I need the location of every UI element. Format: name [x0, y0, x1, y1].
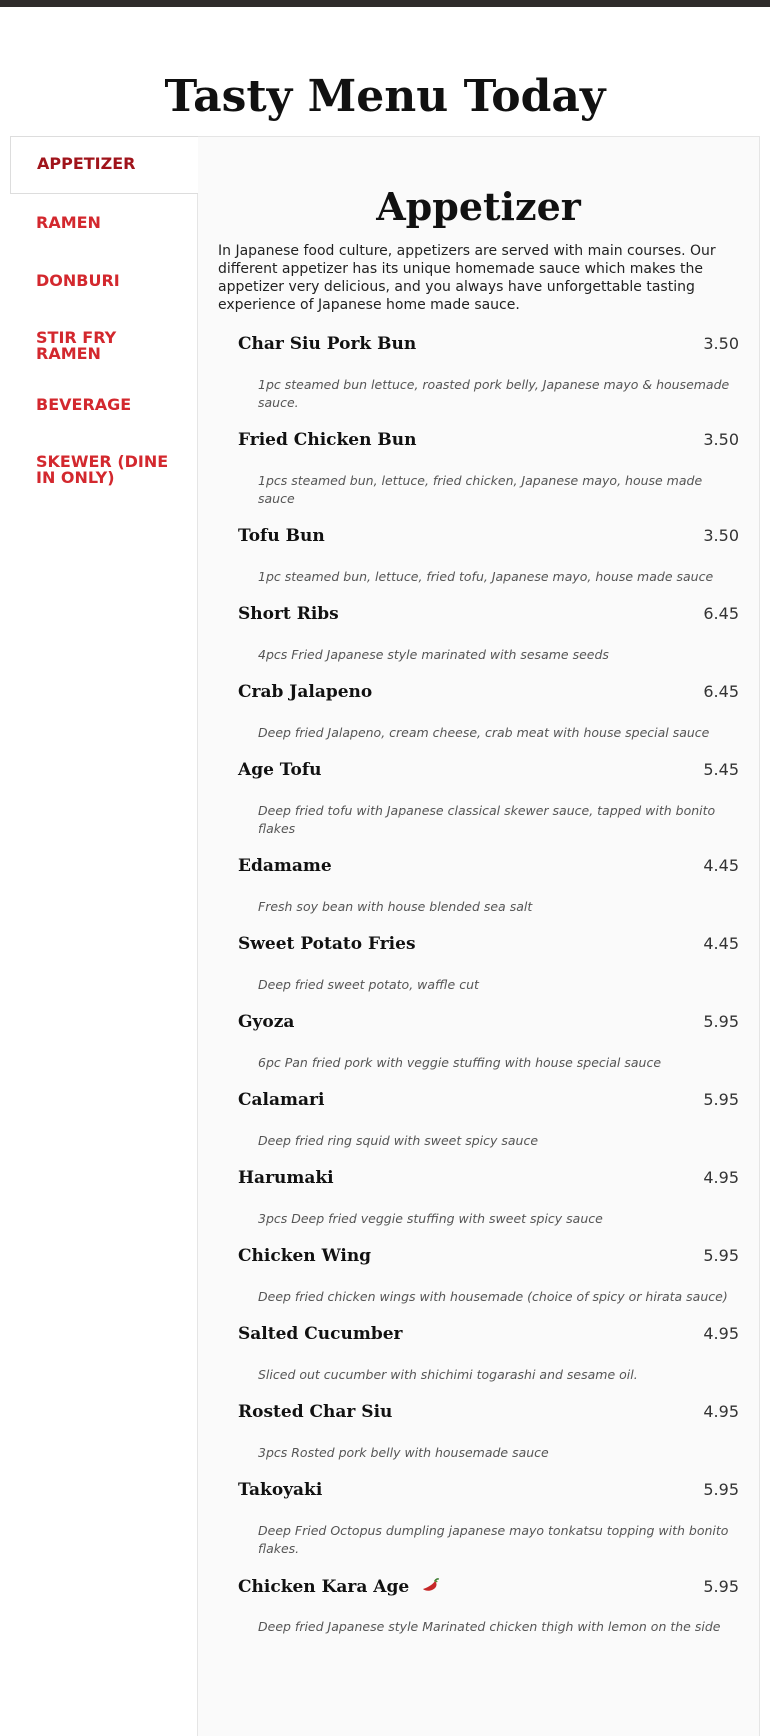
item-name: Rosted Char Siu	[238, 1402, 393, 1422]
item-description: 3pcs Deep fried veggie stuffing with sweet spicy sauce	[258, 1211, 603, 1226]
menu-items-list	[238, 334, 739, 1636]
menu-item	[238, 1402, 739, 1462]
item-description: 1pc steamed bun lettuce, roasted pork belly, Japanese mayo & housemade sauce.	[258, 377, 730, 410]
item-name-wrapper	[238, 1576, 440, 1598]
top-banner-strip	[0, 0, 770, 7]
item-description: Deep fried chicken wings with housemade (choice of spicy or hirata sauce)	[258, 1289, 728, 1304]
item-price: 4.95	[703, 1402, 739, 1421]
tab-donburi[interactable]: DONBURI	[10, 252, 198, 310]
item-name: Salted Cucumber	[238, 1324, 403, 1344]
item-name: Tofu Bun	[238, 526, 325, 546]
item-description: Deep fried Japanese style Marinated chicken thigh with lemon on the side	[258, 1619, 721, 1634]
item-price: 5.95	[703, 1577, 739, 1596]
menu-item	[238, 760, 739, 838]
item-description: 3pcs Rosted pork belly with housemade sauce	[258, 1445, 549, 1460]
item-price: 5.45	[703, 760, 739, 779]
item-price: 6.45	[703, 682, 739, 701]
item-price: 4.95	[703, 1168, 739, 1187]
item-price: 3.50	[703, 334, 739, 353]
item-price: 5.95	[703, 1012, 739, 1031]
item-description: Fresh soy bean with house blended sea salt	[258, 899, 533, 914]
tab-stir-fry-ramen[interactable]: STIR FRY RAMEN	[10, 310, 198, 376]
category-panel	[197, 136, 760, 1736]
menu-item	[238, 1090, 739, 1150]
item-price: 5.95	[703, 1246, 739, 1265]
menu-item	[238, 1168, 739, 1228]
item-name: Chicken Wing	[238, 1246, 372, 1266]
item-price: 4.45	[703, 934, 739, 953]
menu-item	[238, 1246, 739, 1306]
item-name: Harumaki	[238, 1168, 334, 1188]
item-name: Takoyaki	[238, 1480, 323, 1500]
page-title: Tasty Menu Today	[164, 71, 606, 122]
item-price: 3.50	[703, 526, 739, 545]
item-description: 1pcs steamed bun, lettuce, fried chicken, Japanese mayo, house made sauce	[258, 473, 703, 506]
tab-beverage[interactable]: BEVERAGE	[10, 376, 198, 434]
item-description: Deep fried sweet potato, waffle cut	[258, 977, 479, 992]
tabs-divider	[10, 500, 198, 1700]
item-price: 4.45	[703, 856, 739, 875]
menu-item	[238, 1324, 739, 1384]
item-description: Deep fried Jalapeno, cream cheese, crab meat with house special sauce	[258, 725, 710, 740]
item-name: Edamame	[238, 856, 332, 876]
item-price: 5.95	[703, 1480, 739, 1499]
menu-item	[238, 334, 739, 412]
menu-item	[238, 1480, 739, 1558]
tab-appetizer[interactable]: APPETIZER	[10, 136, 198, 194]
menu-item	[238, 1012, 739, 1072]
menu-item	[238, 682, 739, 742]
item-description: Sliced out cucumber with shichimi togarashi and sesame oil.	[258, 1367, 638, 1382]
item-description: 4pcs Fried Japanese style marinated with sesame seeds	[258, 647, 609, 662]
category-tabs	[10, 136, 198, 1736]
item-name: Age Tofu	[238, 760, 322, 780]
item-name: Crab Jalapeno	[238, 682, 373, 702]
item-name: Char Siu Pork Bun	[238, 334, 417, 354]
chili-pepper-icon	[420, 1576, 440, 1598]
item-name: Sweet Potato Fries	[238, 934, 416, 954]
tab-ramen[interactable]: RAMEN	[10, 194, 198, 252]
item-name: Fried Chicken Bun	[238, 430, 417, 450]
menu-item	[238, 604, 739, 664]
section-title: Appetizer	[376, 184, 581, 229]
item-description: Deep fried tofu with Japanese classical skewer sauce, tapped with bonito flakes	[258, 803, 716, 836]
item-description: Deep fried ring squid with sweet spicy sauce	[258, 1133, 539, 1148]
item-price: 3.50	[703, 430, 739, 449]
menu-layout	[10, 136, 760, 1736]
item-description: Deep Fried Octopus dumpling japanese mayo tonkatsu topping with bonito flakes.	[258, 1523, 729, 1556]
item-price: 5.95	[703, 1090, 739, 1109]
item-name: Short Ribs	[238, 604, 339, 624]
item-description: 1pc steamed bun, lettuce, fried tofu, Japanese mayo, house made sauce	[258, 569, 714, 584]
item-price: 6.45	[703, 604, 739, 623]
menu-item	[238, 934, 739, 994]
item-price: 4.95	[703, 1324, 739, 1343]
item-name: Gyoza	[238, 1012, 295, 1032]
item-name: Calamari	[238, 1090, 325, 1110]
item-description: 6pc Pan fried pork with veggie stuffing with house special sauce	[258, 1055, 662, 1070]
menu-item	[238, 856, 739, 916]
menu-item	[238, 430, 739, 508]
tab-skewer-dine-in-only[interactable]: SKEWER (DINE IN ONLY)	[10, 434, 198, 500]
menu-item	[238, 1576, 739, 1636]
item-name: Chicken Kara Age	[238, 1577, 410, 1597]
menu-item	[238, 526, 739, 586]
section-description: In Japanese food culture, appetizers are served with main courses. Our different appetizer has its unique homemade sauce which makes the appetizer very delicious, and you always have unforgettable tasting experience of Japanese home made sauce.	[218, 243, 716, 313]
